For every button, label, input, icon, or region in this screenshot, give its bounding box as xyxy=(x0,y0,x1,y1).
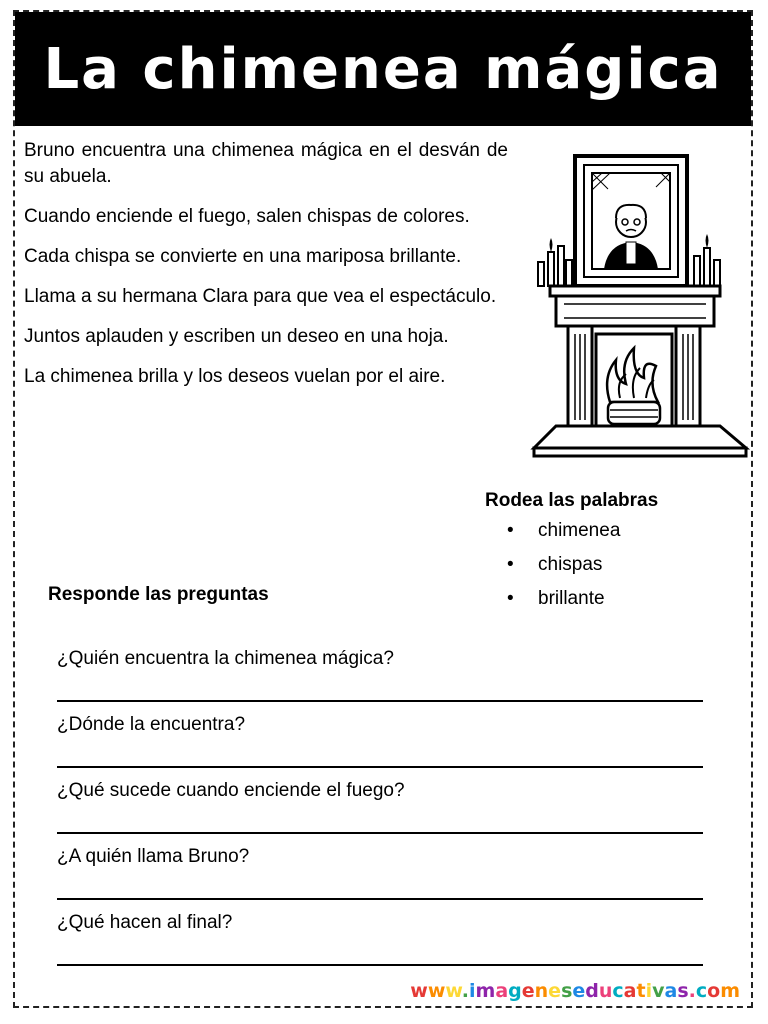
question-text: ¿Quién encuentra la chimenea mágica? xyxy=(57,648,394,669)
question-text: ¿Qué hacen al final? xyxy=(57,912,233,933)
questions-list xyxy=(57,646,707,976)
word-list xyxy=(485,518,658,620)
circle-words-box xyxy=(485,490,658,620)
story-sentence: Bruno encuentra una chimenea mágica en el desván de su abuela. xyxy=(24,140,508,187)
answer-line[interactable] xyxy=(57,832,703,834)
questions-heading: Responde las preguntas xyxy=(48,584,269,605)
word-list-item: • chimenea xyxy=(485,518,658,552)
fireplace-illustration xyxy=(530,152,752,460)
question-item xyxy=(57,844,707,910)
question-item xyxy=(57,712,707,778)
story-text xyxy=(24,138,508,404)
title-banner xyxy=(15,12,751,126)
question-item xyxy=(57,646,707,712)
circle-words-heading: Rodea las palabras xyxy=(485,490,659,511)
story-sentence: La chimenea brilla y los deseos vuelan por el aire. xyxy=(24,366,446,387)
answer-line[interactable] xyxy=(57,964,703,966)
story-sentence: Juntos aplauden y escriben un deseo en una hoja. xyxy=(24,326,449,347)
question-text: ¿A quién llama Bruno? xyxy=(57,846,250,867)
question-text: ¿Dónde la encuentra? xyxy=(57,714,246,735)
story-sentence: Llama a su hermana Clara para que vea el espectáculo. xyxy=(24,286,497,307)
story-sentence: Cuando enciende el fuego, salen chispas de colores. xyxy=(24,206,470,227)
answer-line[interactable] xyxy=(57,766,703,768)
watermark-link[interactable]: www.imageneseducativas.com xyxy=(410,980,740,1002)
word-list-item: • chispas xyxy=(485,552,658,586)
page-title: La chimenea mágica xyxy=(43,36,723,102)
answer-line[interactable] xyxy=(57,700,703,702)
question-item xyxy=(57,778,707,844)
question-item xyxy=(57,910,707,976)
question-text: ¿Qué sucede cuando enciende el fuego? xyxy=(57,780,405,801)
answer-line[interactable] xyxy=(57,898,703,900)
story-sentence: Cada chispa se convierte en una mariposa brillante. xyxy=(24,246,462,267)
word-list-item: • brillante xyxy=(485,586,658,620)
